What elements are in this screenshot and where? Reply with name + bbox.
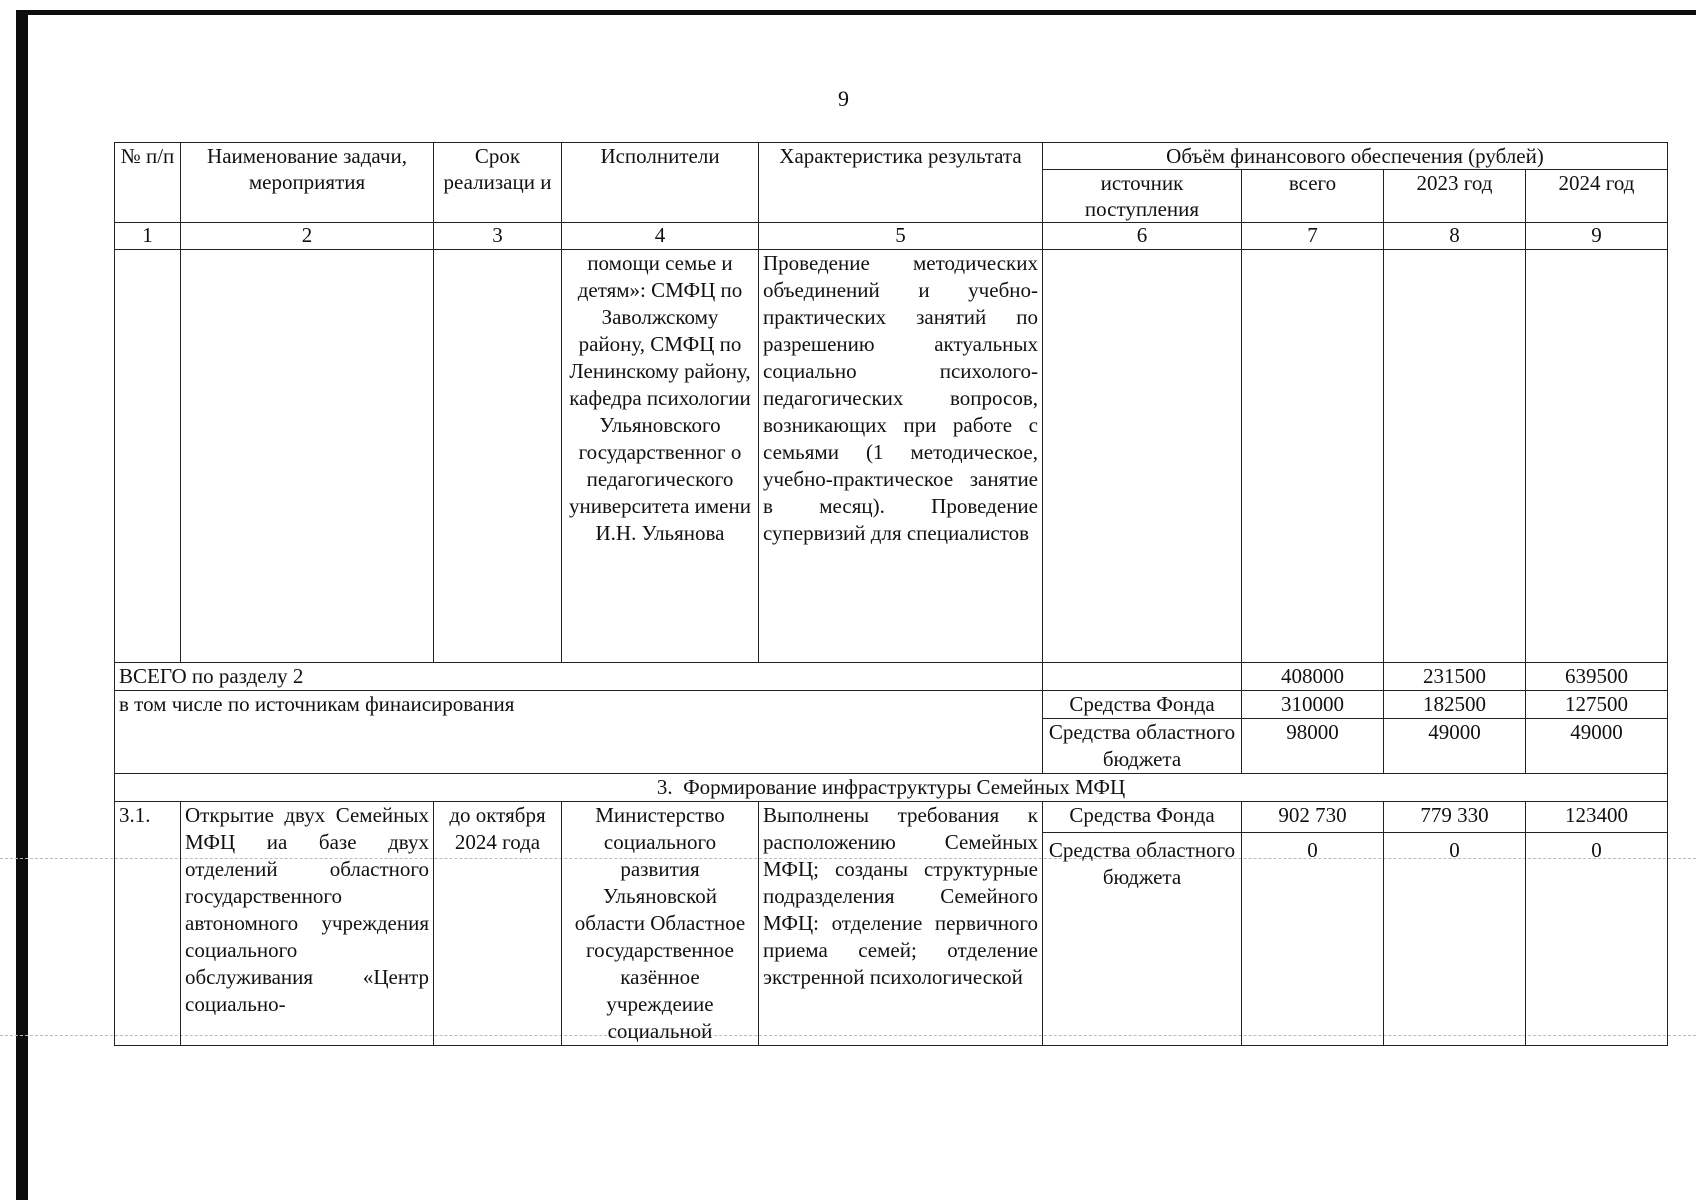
- task-result: Выполнены требования к расположению Семейных МФЦ; созданы структурные подразделения Семейного МФЦ: отделение первичного приема семей; отделение экстренной психологической: [759, 802, 1043, 1046]
- section3-title: 3. Формирование инфраструктуры Семейных МФЦ: [115, 774, 1668, 802]
- header-term: Срок реализаци и: [434, 143, 562, 223]
- task-name: Открытие двух Семейных МФЦ иа базе двух отделений областного государственного автономного учреждения социального обслуживания «Центр социально-: [181, 802, 434, 1046]
- header-2024: 2024 год: [1526, 170, 1668, 223]
- header-source: источник поступления: [1043, 170, 1242, 223]
- col-number: 7: [1242, 223, 1384, 250]
- task-term: до октября 2024 года: [434, 802, 562, 1046]
- source-cell: Средства областного бюджета: [1043, 719, 1242, 774]
- col-number: 6: [1043, 223, 1242, 250]
- amount-total: 98000: [1242, 719, 1384, 774]
- section2-total-2024: 639500: [1526, 663, 1668, 691]
- col-number: 2: [181, 223, 434, 250]
- section2-total-2023: 231500: [1384, 663, 1526, 691]
- amount-total: 0: [1242, 833, 1384, 1046]
- section2-total-row: [115, 663, 1668, 691]
- col-number: 1: [115, 223, 181, 250]
- amount-2023: 0: [1384, 833, 1526, 1046]
- amount-total: 310000: [1242, 691, 1384, 719]
- source-cell: Средства Фонда: [1043, 691, 1242, 719]
- funding-table: [114, 142, 1668, 1046]
- amount-2024: 123400: [1526, 802, 1668, 833]
- result-cell: Проведение методических объединений и учебно-практических занятий по разрешению актуальных социально психолого-педагогических вопросов, возникающих при работе с семьями (1 методическое, учебно-практическое занятие в месяц). Проведение супервизий для специалистов: [759, 250, 1043, 663]
- page-number: 9: [838, 86, 849, 111]
- amount-2024: 127500: [1526, 691, 1668, 719]
- header-2023: 2023 год: [1384, 170, 1526, 223]
- task-number: 3.1.: [115, 802, 181, 1046]
- task-row-3-1: [115, 802, 1668, 833]
- header-executors: Исполнители: [562, 143, 759, 223]
- column-numbers-row: [115, 223, 1668, 250]
- amount-2024: 49000: [1526, 719, 1668, 774]
- executors-cell: помощи семье и детям»: СМФЦ по Заволжскому району, СМФЦ по Ленинскому району, кафедра психологии Ульяновского государственног о педагогического университета имени И.Н. Ульянова: [562, 250, 759, 663]
- header-row: [115, 143, 1668, 170]
- col-number: 5: [759, 223, 1043, 250]
- task-executors: Министерство социального развития Ульяновской области Областное государственное казённое учреждеиие социальной: [562, 802, 759, 1046]
- header-funding-group: Объём финансового обеспечения (рублей): [1043, 143, 1668, 170]
- amount-total: 902 730: [1242, 802, 1384, 833]
- amount-2024: 0: [1526, 833, 1668, 1046]
- continued-row: [115, 250, 1668, 663]
- section2-breakdown-label: в том числе по источникам финаисирования: [115, 691, 1043, 774]
- scan-border-left: [16, 10, 28, 1200]
- source-cell: Средства областного бюджета: [1043, 833, 1242, 1046]
- amount-2023: 49000: [1384, 719, 1526, 774]
- header-result: Характеристика результата: [759, 143, 1043, 223]
- amount-2023: 182500: [1384, 691, 1526, 719]
- col-number: 9: [1526, 223, 1668, 250]
- scan-border-top: [16, 10, 1696, 15]
- header-name: Наименование задачи, мероприятия: [181, 143, 434, 223]
- col-number: 8: [1384, 223, 1526, 250]
- section3-title-row: [115, 774, 1668, 802]
- header-num: № п/п: [115, 143, 181, 223]
- col-number: 4: [562, 223, 759, 250]
- source-cell: Средства Фонда: [1043, 802, 1242, 833]
- section2-total-label: ВСЕГО по разделу 2: [115, 663, 1043, 691]
- section2-total: 408000: [1242, 663, 1384, 691]
- header-total: всего: [1242, 170, 1384, 223]
- section2-breakdown-row: [115, 691, 1668, 719]
- col-number: 3: [434, 223, 562, 250]
- amount-2023: 779 330: [1384, 802, 1526, 833]
